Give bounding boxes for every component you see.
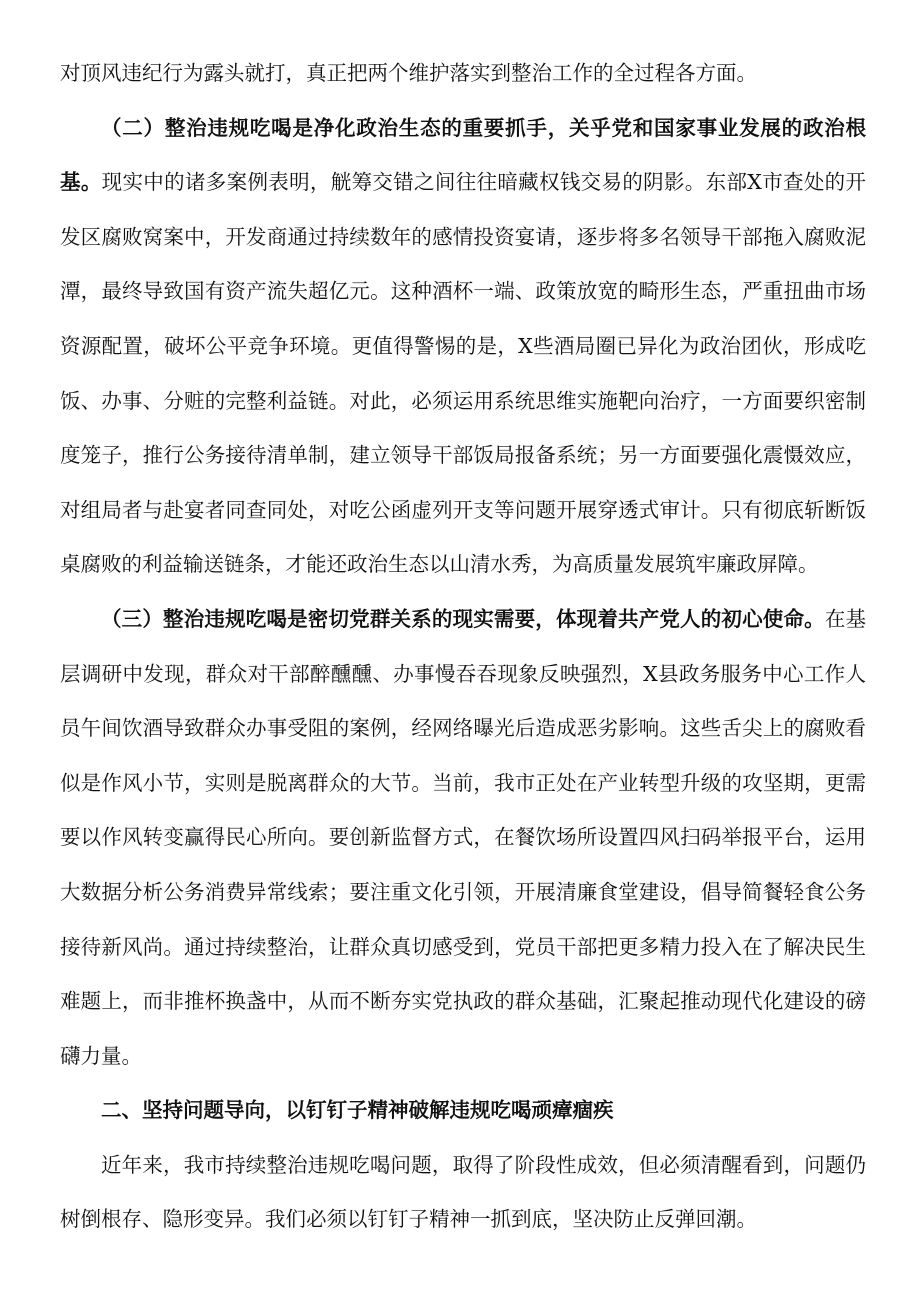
section-2-body: 现实中的诸多案例表明，觥筹交错之间往往暗藏权钱交易的阴影。东部X市查处的开发区腐败窝案中，开发商通过持续数年的感情投资宴请，逐步将多名领导干部拖入腐败泥潭，最终导致国有资产流失超亿元。这种酒杯一端、政策放宽的畸形生态，严重扭曲市场资源配置，破坏公平竞争环境。更值得警惕的是，X些酒局圈已异化为政治团伙，形成吃饭、办事、分赃的完整利益链。对此，必须运用系统思维实施靶向治疗，一方面要织密制度笼子，推行公务接待清单制，建立领导干部饭局报备系统；另一方面要强化震慑效应，对组局者与赴宴者同查同处，对吃公函虚列开支等问题开展穿透式审计。只有彻底斩断饭桌腐败的利益输送链条，才能还政治生态以山清水秀，为高质量发展筑牢廉政屏障。 xyxy=(60,170,867,577)
continuation-paragraph: 对顶风违纪行为露头就打，真正把两个维护落实到整治工作的全过程各方面。 xyxy=(60,61,757,85)
document-page xyxy=(60,46,866,1247)
closing-paragraph: 近年来，我市持续整治违规吃喝问题，取得了阶段性成效，但必须清醒看到，问题仍树倒根存、隐形变异。我们必须以钉钉子精神一抓到底，坚决防止反弹回潮。 xyxy=(60,1152,866,1232)
section-3-lead: （三）整治违规吃喝是密切党群关系的现实需要，体现着共产党人的初心使命。 xyxy=(101,606,825,631)
section-2-paragraph xyxy=(60,101,866,592)
section-2-lead: （二）整治违规吃喝是净化政治生态的重要抓手，关乎党和国家事业发展的政治根基。 xyxy=(60,115,866,195)
section-heading: 二、坚持问题导向，以钉钉子精神破解违规吃喝顽瘴痼疾 xyxy=(101,1098,614,1123)
section-3-paragraph xyxy=(60,592,866,1083)
section-3-body: 在基层调研中发现，群众对干部醉醺醺、办事慢吞吞现象反映强烈，X县政务服务中心工作人员午间饮酒导致群众办事受阻的案例，经网络曝光后造成恶劣影响。这些舌尖上的腐败看似是作风小节，实则是脱离群众的大节。当前，我市正处在产业转型升级的攻坚期，更需要以作风转变赢得民心所向。要创新监督方式，在餐饮场所设置四风扫码举报平台，运用大数据分析公务消费异常线索；要注重文化引领，开展清廉食堂建设，倡导简餐轻食公务接待新风尚。通过持续整治，让群众真切感受到，党员干部把更多精力投入在了解决民生难题上，而非推杯换盏中，从而不断夯实党执政的群众基础，汇聚起推动现代化建设的磅礴力量。 xyxy=(60,606,867,1068)
